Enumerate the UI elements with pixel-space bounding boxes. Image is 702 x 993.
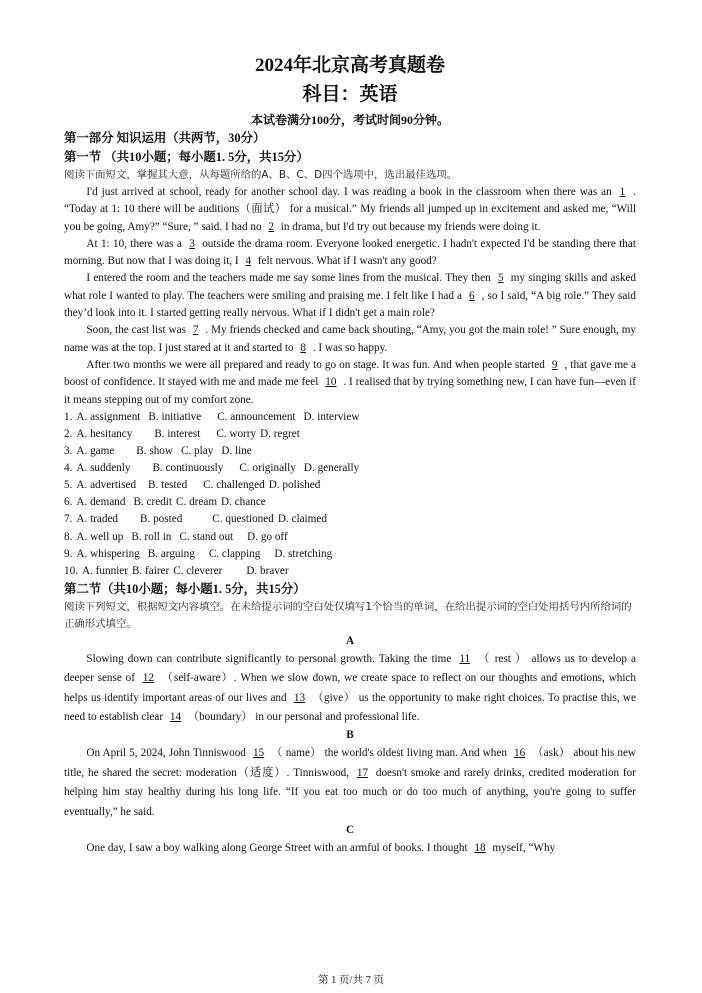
passage-letter: B bbox=[346, 729, 354, 742]
option-a: A. assignment bbox=[76, 410, 141, 423]
passage-text: At 1: 10, there was a bbox=[86, 237, 186, 250]
option-row bbox=[64, 529, 636, 546]
paragraph bbox=[64, 839, 636, 858]
blank-number: 18 bbox=[474, 842, 486, 855]
option-b: B. arguing bbox=[147, 547, 195, 560]
option-b: B. interest bbox=[154, 427, 201, 440]
option-b: B. tested bbox=[148, 479, 188, 492]
blank-number: 5 bbox=[497, 272, 504, 285]
passage-text: . My friends checked and came back shouting, “Amy, you got the main role! ” Sure enough, my name was at the top. I just stared at it and started to bbox=[64, 324, 636, 354]
paragraph bbox=[64, 270, 636, 322]
blank-number: 15 bbox=[252, 747, 265, 760]
passage-text: , so I said, “A big role.” They said they’d look into it. I started getting really nervous. What if I didn't get a main role? bbox=[64, 289, 636, 320]
question-number: 1. bbox=[64, 410, 73, 423]
passage-text: . “Today at 1: 10 there will be auditions（面试） for a musical.” My friends all jumped up in excitement and asked me, “Will you be going, Amy?” “Sure, ” said. I had no bbox=[64, 186, 636, 233]
passage-text: . I was so happy. bbox=[309, 341, 388, 354]
part1-heading: 第一部分 知识运用（共两节，30分） bbox=[64, 131, 266, 145]
paragraph bbox=[64, 184, 636, 236]
option-row bbox=[64, 409, 636, 426]
option-c: C. dream bbox=[176, 496, 218, 509]
option-a: A. funnier bbox=[81, 564, 128, 577]
paragraph bbox=[64, 236, 636, 271]
option-d: D. regret bbox=[260, 427, 300, 440]
option-row bbox=[64, 494, 636, 511]
section1-options bbox=[64, 409, 636, 580]
blank-number: 2 bbox=[268, 220, 274, 233]
section2-passages bbox=[64, 633, 636, 859]
passage-text: . I realised that by trying something new, I can have fun—even if it means stepping out of my comfort zone. bbox=[64, 376, 636, 406]
option-row bbox=[64, 511, 636, 528]
option-a: A. whispering bbox=[76, 547, 140, 560]
option-c: C. cleverer bbox=[173, 564, 223, 577]
passage-text: outside the drama room. Everyone looked energetic. I hadn't expected I'd be standing there that morning. But now that I was doing it, I bbox=[64, 237, 636, 268]
blank-number: 6 bbox=[469, 289, 475, 302]
passage-text: felt nervous. What if I wasn't any good? bbox=[255, 255, 437, 268]
page-footer: 第 1 页/共 7 页 bbox=[318, 975, 384, 986]
option-b: B. show bbox=[136, 445, 173, 458]
option-c: C. worry bbox=[216, 427, 257, 440]
passage-text: Soon, the cast list was bbox=[86, 324, 189, 337]
option-d: D. stretching bbox=[274, 547, 333, 560]
blank-number: 8 bbox=[300, 341, 306, 354]
question-number: 10. bbox=[64, 564, 78, 577]
blank-number: 3 bbox=[189, 237, 195, 250]
paragraph bbox=[64, 650, 636, 728]
blank-number: 10 bbox=[325, 376, 337, 389]
option-d: D. interview bbox=[303, 410, 360, 423]
question-number: 2. bbox=[64, 427, 73, 440]
option-row bbox=[64, 426, 636, 443]
passage-letter: C bbox=[345, 824, 355, 837]
option-a: A. game bbox=[76, 445, 115, 458]
option-row bbox=[64, 546, 636, 563]
option-d: D. braver bbox=[246, 564, 289, 577]
option-a: A. well up bbox=[76, 530, 124, 543]
paragraph bbox=[64, 357, 636, 409]
option-c: C. clapping bbox=[208, 547, 261, 560]
option-row bbox=[64, 460, 636, 477]
option-b: B. roll in bbox=[131, 530, 172, 543]
option-d: D. claimed bbox=[277, 513, 327, 526]
passage-text: , that gave me a boost of confidence. It stayed with me and made me feel bbox=[64, 358, 636, 389]
question-number: 8. bbox=[64, 530, 73, 543]
passage-text: my singing skills and asked what role I wanted to play. The teachers were smiling and praising me. I felt like I had a bbox=[64, 272, 637, 302]
blank-number: 1 bbox=[619, 186, 626, 198]
section2-heading: 第二节（共10小题；每小题1. 5分，共15分） bbox=[64, 581, 306, 596]
passage-text: I entered the room and the teachers made me say some lines from the musical. They then bbox=[86, 272, 494, 285]
question-number: 3. bbox=[64, 445, 73, 458]
option-b: B. initiative bbox=[148, 410, 202, 423]
option-b: B. posted bbox=[140, 513, 183, 526]
option-d: D. chance bbox=[221, 496, 266, 509]
paragraph bbox=[64, 744, 636, 822]
passage-text: I'd just arrived at school, ready for another school day. I was reading a book in the classroom when there was an bbox=[86, 186, 616, 198]
blank-number: 12 bbox=[142, 672, 154, 685]
exam-subject: 科目：英语 bbox=[302, 84, 398, 105]
option-d: D. line bbox=[221, 445, 252, 458]
passage-text: （boundary） in our personal and professional life. bbox=[185, 711, 420, 724]
option-c: C. stand out bbox=[179, 530, 234, 543]
option-a: A. advertised bbox=[76, 479, 137, 492]
passage-text: in drama, but I'd try out because my friends were doing it. bbox=[278, 220, 541, 233]
section2-instruction: 阅读下列短文，根据短文内容填空。在未给提示词的空白处仅填写1个恰当的单词，在给出提示词的空白处用括号内所给词的正确形式填空。 bbox=[64, 600, 632, 630]
option-row bbox=[64, 443, 636, 460]
question-number: 5. bbox=[64, 479, 73, 492]
section1-passage bbox=[64, 184, 636, 409]
option-d: D. polished bbox=[268, 479, 321, 492]
option-c: C. play bbox=[180, 445, 214, 458]
blank-number: 4 bbox=[245, 255, 252, 268]
option-c: C. challenged bbox=[203, 479, 265, 492]
passage-text: myself, “Why bbox=[489, 842, 556, 855]
option-b: B. credit bbox=[133, 496, 173, 509]
option-a: A. suddenly bbox=[76, 462, 131, 475]
blank-number: 9 bbox=[551, 358, 558, 371]
passage-letter: A bbox=[345, 634, 355, 647]
passage-text: （self-aware）. When we slow down, we create space to reflect on our thoughts and emotions, which helps us identify important areas of our lives and bbox=[64, 672, 636, 704]
option-b: B. fairer bbox=[131, 564, 170, 577]
passage-text: （ask） about his new title, he shared the secret: moderation（适度）. Tinniswood, bbox=[64, 747, 637, 779]
section1-heading: 第一节 （共10小题；每小题1. 5分，共15分） bbox=[64, 150, 309, 164]
section1-instruction: 阅读下面短文，掌握其大意，从每题所给的A、B、C、D四个选项中，选出最佳选项。 bbox=[64, 169, 458, 181]
question-number: 9. bbox=[64, 547, 73, 560]
question-number: 6. bbox=[64, 496, 73, 509]
option-b: B. continuously bbox=[152, 462, 224, 475]
option-a: A. hesitancy bbox=[76, 427, 133, 440]
passage-text: Slowing down can contribute significantly to personal growth. Taking the time bbox=[86, 652, 456, 665]
passage-text: （ rest ） allows us to develop a deeper sense of bbox=[64, 652, 636, 685]
passage-text: doesn't smoke and rarely drinks, credited moderation for helping him stay healthy during his long life. “If you eat too much or do too much of anything, you're going to suffer eventually,” he said. bbox=[64, 766, 636, 818]
option-d: D. generally bbox=[303, 462, 360, 475]
question-number: 4. bbox=[64, 462, 73, 475]
passage-text: On April 5, 2024, John Tinniswood bbox=[86, 747, 249, 760]
option-a: A. traded bbox=[76, 513, 119, 526]
blank-number: 7 bbox=[192, 324, 199, 337]
passage-text: One day, I saw a boy walking along George Street with an armful of books. I thought bbox=[86, 842, 471, 855]
paragraph bbox=[64, 322, 636, 357]
option-row bbox=[64, 477, 636, 494]
exam-info: 本试卷满分100分，考试时间90分钟。 bbox=[250, 113, 449, 127]
question-number: 7. bbox=[64, 513, 73, 526]
option-a: A. demand bbox=[76, 496, 126, 509]
blank-number: 14 bbox=[169, 711, 182, 724]
blank-number: 17 bbox=[356, 766, 369, 779]
blank-number: 11 bbox=[459, 652, 471, 665]
passage-text: （give） us the opportunity to make right choices. To practise this, we need to establish clear bbox=[64, 691, 636, 724]
passage-text: （ name） the world's oldest living man. And when bbox=[268, 747, 510, 760]
option-c: C. announcement bbox=[217, 410, 296, 423]
blank-number: 13 bbox=[293, 691, 306, 704]
option-row bbox=[64, 563, 636, 580]
exam-title: 2024年北京高考真题卷 bbox=[254, 55, 445, 76]
option-c: C. questioned bbox=[212, 513, 274, 526]
option-d: D. go off bbox=[247, 530, 288, 543]
passage-text: After two months we were all prepared and ready to go on stage. It was fun. And when people started bbox=[86, 358, 548, 371]
blank-number: 16 bbox=[513, 747, 526, 760]
option-c: C. originally bbox=[239, 462, 296, 475]
